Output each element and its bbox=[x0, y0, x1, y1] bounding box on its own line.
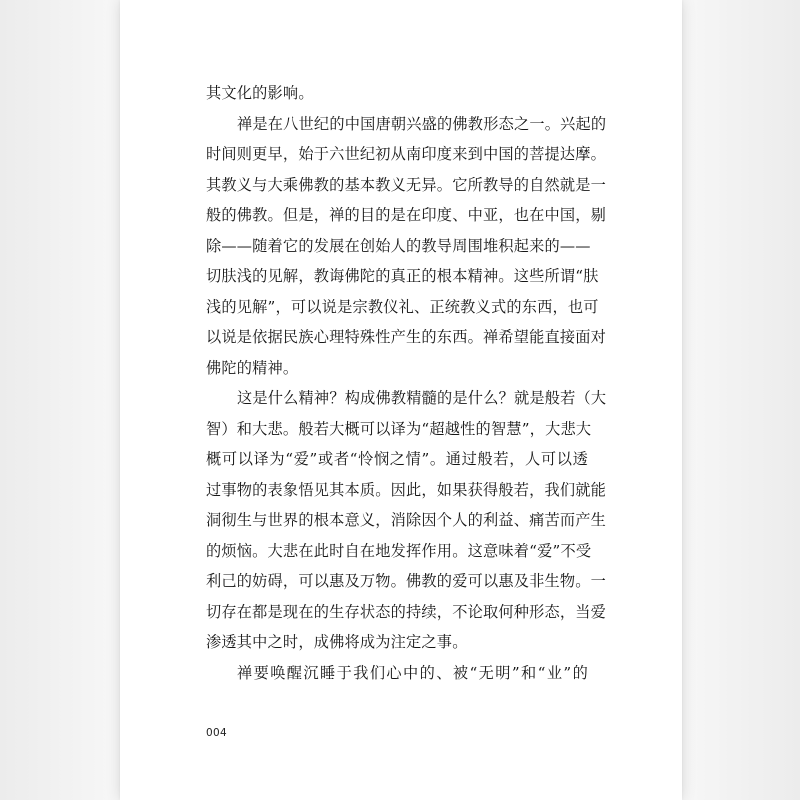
text-line: 佛陀的精神。 bbox=[206, 358, 299, 377]
body-text bbox=[206, 78, 607, 688]
text-line: 浅的见解”，可以说是宗教仪礼、正统教义式的东西，也可 bbox=[206, 297, 599, 316]
text-line: 这是什么精神？构成佛教精髓的是什么？就是般若（大 bbox=[237, 389, 607, 407]
text-line: 智）和大悲。般若大概可以译为“超越性的智慧”，大悲大 bbox=[206, 419, 592, 438]
text-line: 利己的妨碍，可以惠及万物。佛教的爱可以惠及非生物。一 bbox=[206, 572, 607, 590]
text-line: 的烦恼。大悲在此时自在地发挥作用。这意味着“爱”不受 bbox=[206, 541, 592, 560]
text-line: 概可以译为“爱”或者“怜悯之情”。通过般若，人可以透 bbox=[206, 450, 588, 468]
text-line: 除——随着它的发展在创始人的教导周围堆积起来的—— bbox=[206, 236, 591, 255]
text-line: 渗透其中之时，成佛将成为注定之事。 bbox=[206, 633, 468, 651]
text-line: 其教义与大乘佛教的基本教义无异。它所教导的自然就是一 bbox=[206, 175, 607, 194]
text-line: 其文化的影响。 bbox=[206, 84, 314, 102]
text-line: 般的佛教。但是，禅的目的是在印度、中亚，也在中国，剔 bbox=[206, 206, 607, 224]
page-number: 004 bbox=[206, 727, 227, 739]
text-line: 禅要唤醒沉睡于我们心中的、被“无明”和“业”的 bbox=[237, 663, 588, 682]
text-line: 时间则更早，始于六世纪初从南印度来到中国的菩提达摩。 bbox=[206, 145, 607, 163]
book-page bbox=[120, 0, 682, 800]
text-line: 以说是依据民族心理特殊性产生的东西。禅希望能直接面对 bbox=[206, 328, 607, 346]
text-line: 切存在都是现在的生存状态的持续，不论取何种形态，当爱 bbox=[206, 602, 607, 621]
text-line: 过事物的表象悟见其本质。因此，如果获得般若，我们就能 bbox=[206, 480, 607, 499]
text-line: 禅是在八世纪的中国唐朝兴盛的佛教形态之一。兴起的 bbox=[237, 114, 607, 133]
text-line: 洞彻生与世界的根本意义，消除因个人的利益、痛苦而产生 bbox=[206, 511, 607, 529]
text-line: 切肤浅的见解，教诲佛陀的真正的根本精神。这些所谓“肤 bbox=[206, 267, 599, 285]
